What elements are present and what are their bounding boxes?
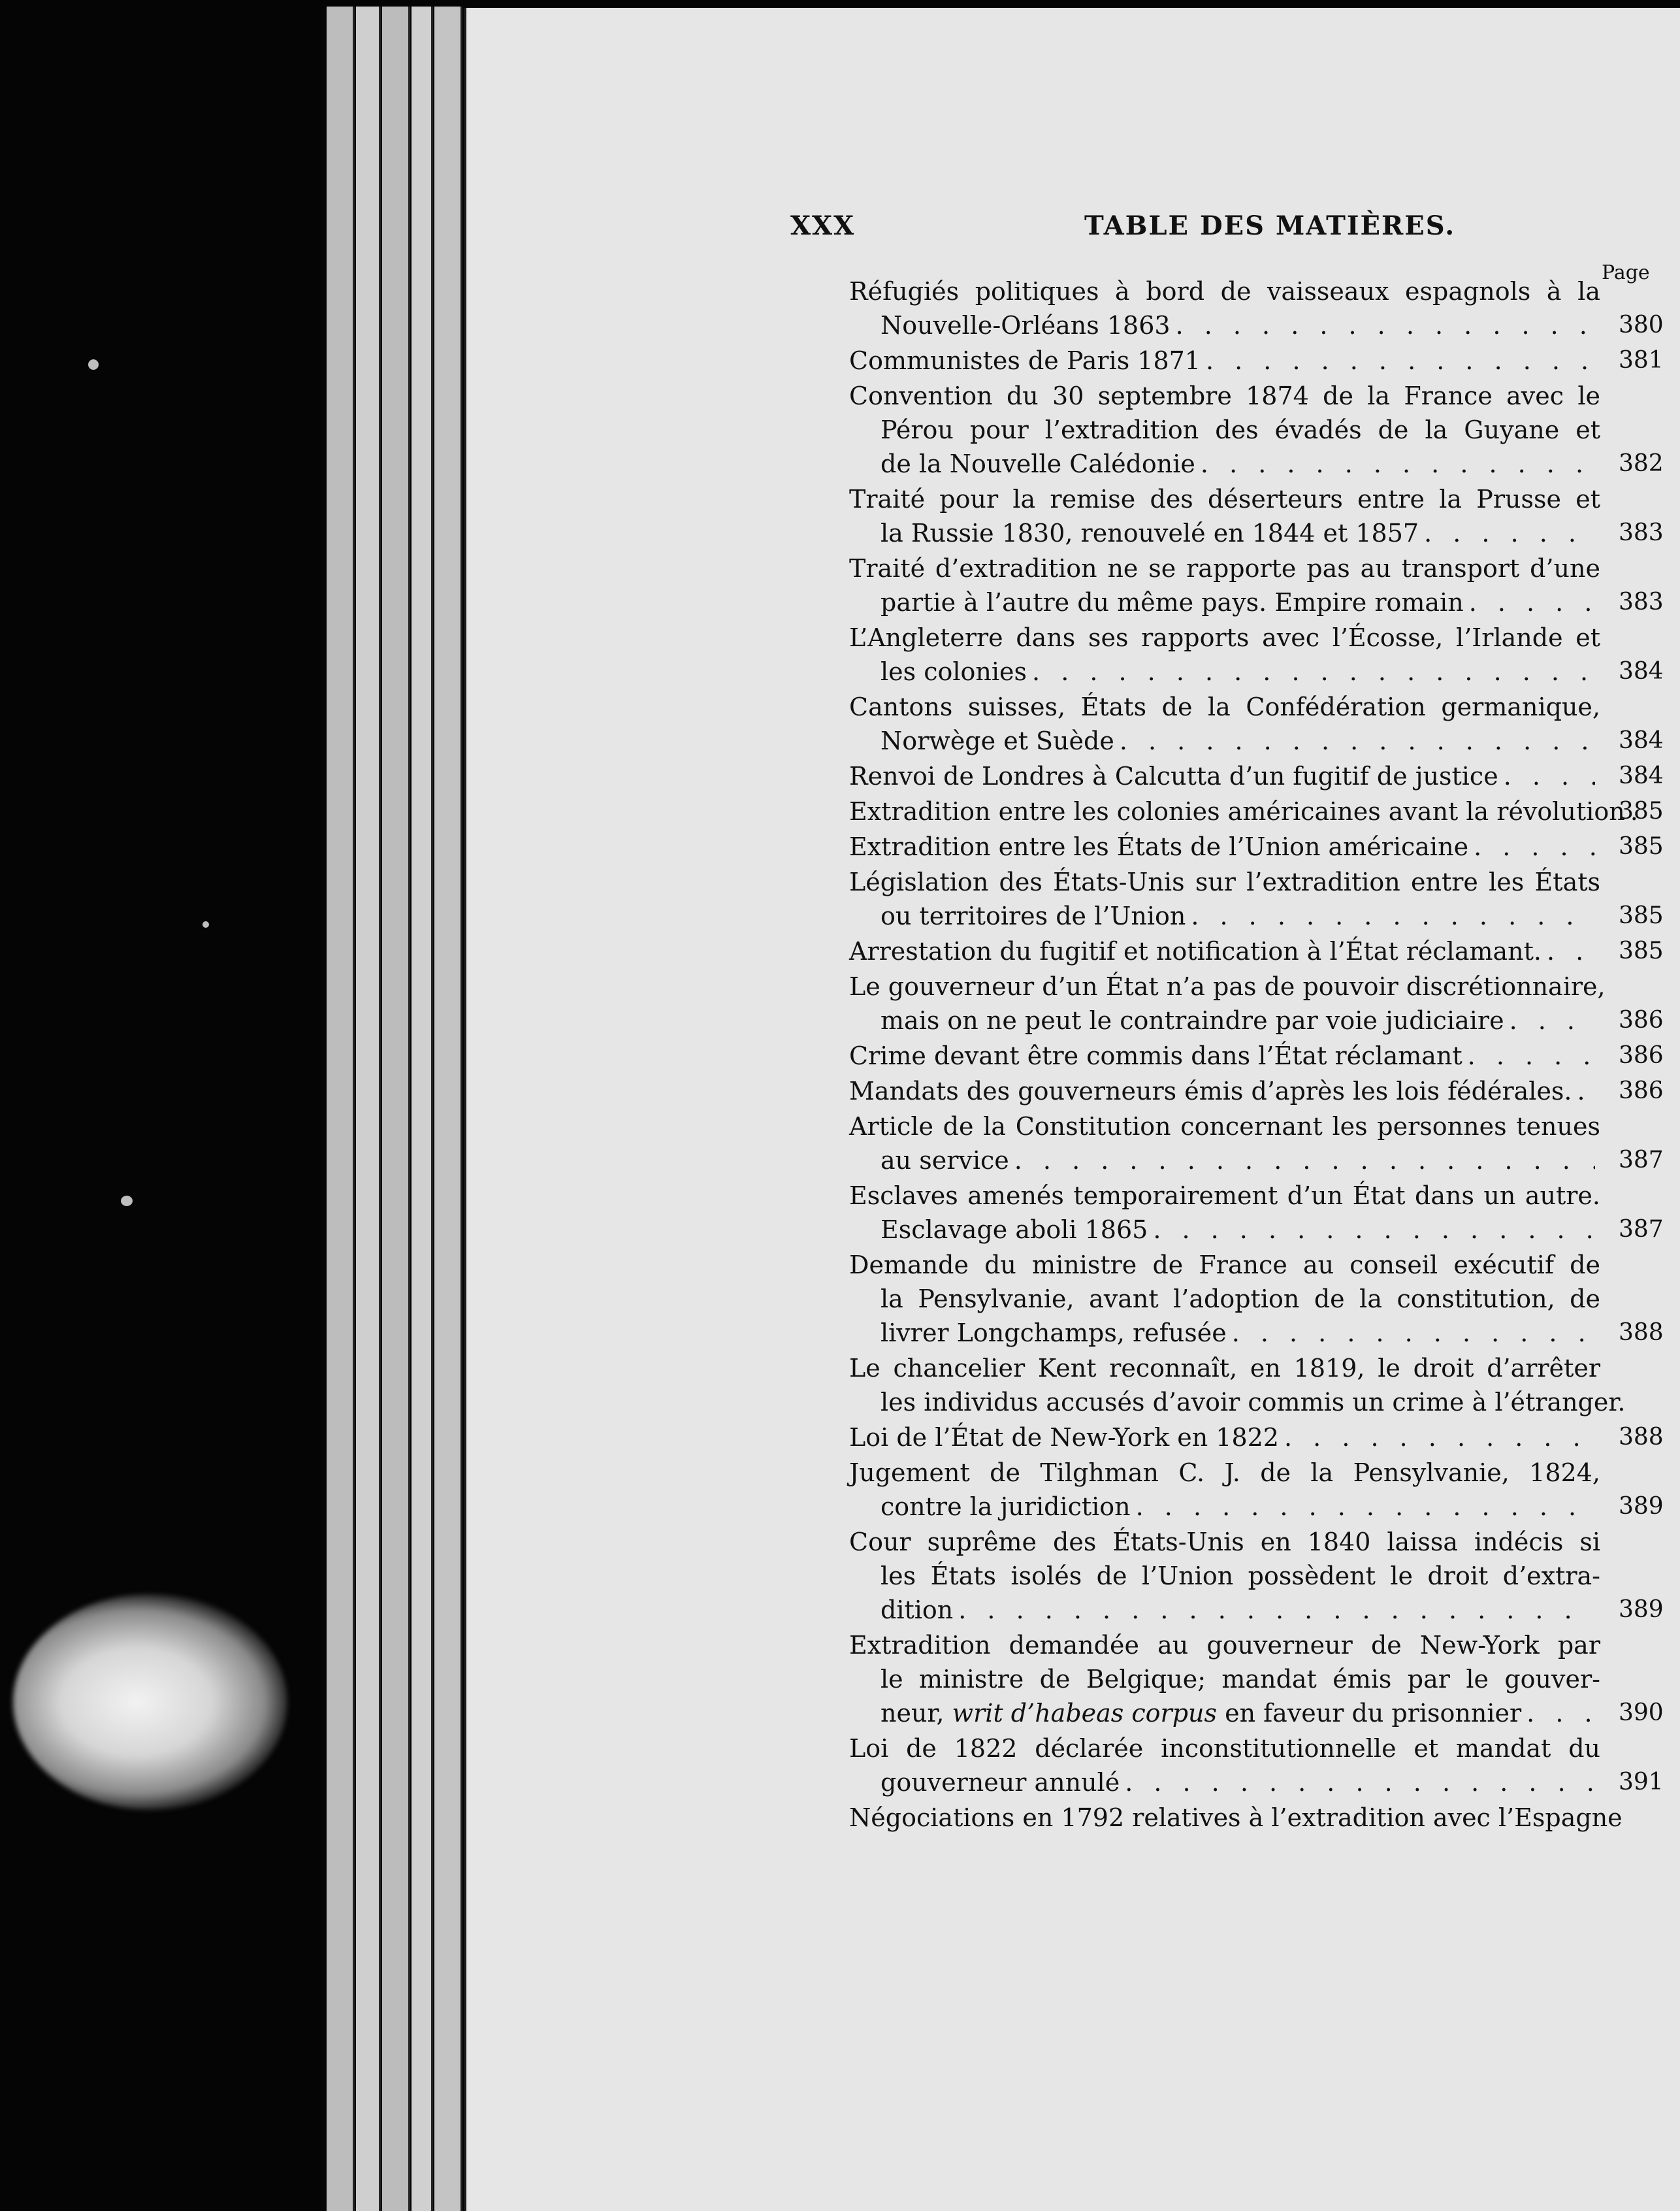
toc-page-number: 380 — [1619, 312, 1664, 338]
toc-entry-text: la Russie 1830, renouvelé en 1844 et 1857 — [880, 519, 1419, 548]
toc-entry-line — [849, 1004, 1600, 1038]
dot-leader — [1527, 1696, 1595, 1730]
toc-page-number: 388 — [1619, 1319, 1664, 1346]
toc-entry-text: dition — [880, 1596, 954, 1624]
toc-entry-text: au service — [880, 1146, 1009, 1175]
scan-speck — [202, 921, 209, 928]
toc-entry-line — [849, 516, 1600, 550]
toc-entry-text: les individus accusés d’avoir commis un crime à l’étranger. — [880, 1388, 1626, 1417]
toc-page-number: 385 — [1619, 833, 1664, 860]
dot-leader — [1153, 1213, 1595, 1247]
running-title: TABLE DES MATIÈRES. — [1084, 210, 1456, 241]
toc-entry — [849, 1351, 1626, 1419]
toc-entry — [849, 379, 1664, 481]
toc-entry-text: Le gouverneur d’un État n’a pas de pouvoir discrétionnaire, — [849, 972, 1606, 1001]
toc-entry — [849, 551, 1664, 619]
scan-speck — [121, 1196, 133, 1206]
toc-entry-text: Esclaves amenés temporairement d’un État dans un autre. — [849, 1181, 1600, 1210]
toc-entry-text: Le chancelier Kent reconnaît, en 1819, le droit d’arrêter — [849, 1354, 1600, 1383]
toc-entry — [849, 1731, 1664, 1799]
toc-entry-text: partie à l’autre du même pays. Empire romain — [880, 588, 1464, 617]
dot-leader — [1191, 899, 1595, 933]
toc-entry-line — [849, 1456, 1600, 1490]
toc-entry-text: Mandats des gouverneurs émis d’après les lois fédérales. — [849, 1077, 1572, 1106]
toc-entry-line — [849, 934, 1600, 968]
toc-entry-line — [849, 551, 1600, 585]
toc-entry-text: Extradition demandée au gouverneur de New-York par — [849, 1631, 1600, 1660]
toc-entry — [849, 830, 1664, 864]
toc-entry-text: Demande du ministre de France au conseil exécutif de — [849, 1251, 1600, 1279]
toc-entry-line — [849, 1109, 1600, 1143]
toc-entry-line — [849, 1248, 1600, 1282]
toc-entry-text: Cour suprême des États-Unis en 1840 laissa indécis si — [849, 1528, 1600, 1556]
toc-entry-text: Article de la Constitution concernant les personnes tenues — [849, 1112, 1600, 1141]
toc-entry-line — [849, 1282, 1600, 1316]
toc-entry-line — [849, 865, 1600, 899]
toc-entry-text: Arrestation du fugitif et notification à l’État réclamant. — [849, 937, 1542, 966]
toc-page-number: 384 — [1619, 658, 1664, 685]
table-of-contents — [849, 274, 1664, 1836]
toc-entry-line — [849, 724, 1600, 758]
toc-entry-line — [849, 1179, 1600, 1213]
toc-entry-text: gouverneur annulé — [880, 1768, 1120, 1797]
toc-entry-text: Renvoi de Londres à Calcutta d’un fugitif de justice — [849, 762, 1498, 791]
toc-page-number: 386 — [1619, 1042, 1664, 1069]
toc-entry-line — [849, 1385, 1626, 1419]
toc-entry — [849, 344, 1664, 378]
toc-entry-text: Cantons suisses, États de la Confédération germanique, — [849, 693, 1600, 721]
page-column-label: Page — [1602, 261, 1650, 284]
dot-leader — [1125, 1765, 1595, 1799]
toc-entry — [849, 621, 1664, 689]
toc-entry-text: Nouvelle-Orléans 1863 — [880, 311, 1171, 340]
toc-entry — [849, 1525, 1664, 1627]
toc-entry-text: livrer Longchamps, refusée — [880, 1318, 1227, 1347]
toc-entry-text: mais on ne peut le contraindre par voie judiciaire — [880, 1006, 1504, 1035]
toc-entry-line — [849, 970, 1606, 1004]
toc-entry-line — [849, 1765, 1600, 1799]
toc-page-number: 387 — [1619, 1147, 1664, 1173]
toc-entry-line — [849, 1801, 1623, 1835]
toc-entry-line — [849, 379, 1600, 413]
toc-entry-text: Loi de l’État de New-York en 1822 — [849, 1423, 1279, 1452]
page-edge — [327, 7, 355, 2211]
toc-entry-text: Esclavage aboli 1865 — [880, 1215, 1148, 1244]
toc-entry-line — [849, 1420, 1600, 1454]
dot-leader — [1468, 1039, 1595, 1073]
dot-leader — [1206, 344, 1595, 378]
toc-entry-text: le ministre de Belgique; mandat émis par le gouver- — [880, 1665, 1600, 1694]
dot-leader — [1232, 1316, 1595, 1350]
toc-entry-line — [849, 655, 1600, 689]
toc-entry-text: Traité d’extradition ne se rapporte pas au transport d’une — [849, 554, 1600, 583]
toc-entry-line — [849, 830, 1600, 864]
toc-entry — [849, 1628, 1664, 1730]
dot-leader — [1136, 1490, 1595, 1524]
toc-page-number: 389 — [1619, 1596, 1664, 1623]
page-edge — [356, 7, 381, 2211]
toc-page-number: 387 — [1619, 1216, 1664, 1243]
page-edge — [434, 7, 462, 2211]
toc-entry-text: de la Nouvelle Calédonie — [880, 450, 1195, 478]
toc-entry-text: Convention du 30 septembre 1874 de la France avec le — [849, 382, 1600, 410]
toc-entry-line — [849, 1593, 1600, 1627]
toc-entry-text: Législation des États-Unis sur l’extradition entre les États — [849, 868, 1600, 896]
italic-phrase: writ d’habeas corpus — [952, 1699, 1217, 1728]
toc-entry-text: Réfugiés politiques à bord de vaisseaux espagnols à la — [849, 277, 1600, 306]
toc-entry-line — [849, 274, 1600, 308]
dot-leader — [1510, 1004, 1595, 1038]
dot-leader — [958, 1593, 1595, 1627]
toc-page-number: 390 — [1619, 1699, 1664, 1726]
dot-leader — [1032, 655, 1595, 689]
toc-entry-text: Norwège et Suède — [880, 727, 1114, 755]
dot-leader — [1120, 724, 1595, 758]
toc-entry-text: neur, writ d’habeas corpus en faveur du prisonnier — [880, 1699, 1522, 1728]
toc-page-number: 385 — [1619, 902, 1664, 929]
toc-page-number: 381 — [1619, 347, 1664, 374]
dot-leader — [1504, 759, 1595, 793]
toc-entry-text: contre la juridiction — [880, 1492, 1131, 1521]
toc-entry — [849, 1109, 1664, 1177]
toc-page-number: 388 — [1619, 1424, 1664, 1450]
toc-entry-text: les États isolés de l’Union possèdent le droit d’extra- — [880, 1562, 1600, 1590]
page-header — [790, 210, 1680, 250]
toc-entry-line — [849, 1731, 1600, 1765]
toc-entry-line — [849, 1696, 1600, 1730]
toc-page-number: 386 — [1619, 1077, 1664, 1104]
toc-entry-line — [849, 1316, 1600, 1350]
toc-entry-text: Traité pour la remise des déserteurs entre la Prusse et — [849, 485, 1600, 514]
toc-page-number: 384 — [1619, 727, 1664, 754]
toc-entry — [849, 970, 1664, 1038]
toc-entry — [849, 759, 1664, 793]
toc-entry-line — [849, 759, 1600, 793]
toc-entry-line — [849, 1525, 1600, 1559]
page-edge — [412, 7, 433, 2211]
toc-entry-text: Pérou pour l’extradition des évadés de la Guyane et — [880, 416, 1600, 444]
toc-entry — [849, 934, 1664, 968]
toc-entry — [849, 865, 1664, 933]
toc-entry — [849, 1179, 1664, 1247]
toc-entry-text: Crime devant être commis dans l’État réclamant — [849, 1041, 1462, 1070]
toc-entry-text: les colonies — [880, 657, 1027, 686]
toc-entry-line — [849, 794, 1625, 828]
toc-entry-line — [849, 1559, 1600, 1593]
toc-entry — [849, 1420, 1664, 1454]
toc-entry-line — [849, 1213, 1600, 1247]
dot-leader — [1014, 1143, 1595, 1177]
toc-entry-line — [849, 447, 1600, 481]
toc-page-number: 382 — [1619, 450, 1664, 477]
toc-entry — [849, 482, 1664, 550]
toc-entry-line — [849, 1074, 1600, 1108]
toc-entry-line — [849, 1039, 1600, 1073]
toc-entry-text: la Pensylvanie, avant l’adoption de la constitution, de — [880, 1285, 1600, 1313]
page-edge — [382, 7, 410, 2211]
toc-page-number: 391 — [1619, 1769, 1664, 1795]
toc-entry-text: L’Angleterre dans ses rapports avec l’Écosse, l’Irlande et — [849, 623, 1600, 652]
toc-entry-text: Extradition entre les colonies américaines avant la révolution — [849, 797, 1625, 826]
toc-entry — [849, 1248, 1664, 1350]
dot-leader — [1577, 1074, 1595, 1108]
toc-entry-line — [849, 308, 1600, 342]
toc-entry-line — [849, 621, 1600, 655]
toc-page-number: 385 — [1619, 798, 1664, 825]
toc-entry — [849, 1074, 1664, 1108]
toc-entry-line — [849, 585, 1600, 619]
toc-entry — [849, 1456, 1664, 1524]
toc-entry-text: Communistes de Paris 1871 — [849, 346, 1201, 375]
scan-speck — [88, 359, 99, 370]
toc-page-number: 383 — [1619, 589, 1664, 615]
toc-entry-line — [849, 1351, 1600, 1385]
toc-entry — [849, 794, 1664, 828]
toc-page-number: 389 — [1619, 1493, 1664, 1520]
toc-entry — [849, 274, 1664, 342]
toc-entry-line — [849, 1490, 1600, 1524]
toc-page-number: 385 — [1619, 938, 1664, 964]
page-number-roman: XXX — [790, 210, 856, 241]
dot-leader — [1201, 447, 1595, 481]
dot-leader — [1469, 585, 1595, 619]
toc-entry — [849, 1801, 1623, 1835]
toc-entry-line — [849, 1143, 1600, 1177]
scan-smudge — [13, 1594, 287, 1810]
toc-entry-text: ou territoires de l’Union — [880, 902, 1186, 930]
dot-leader — [1474, 830, 1595, 864]
toc-entry-line — [849, 1662, 1600, 1696]
dot-leader — [1176, 308, 1595, 342]
toc-entry-line — [849, 899, 1600, 933]
dot-leader — [1547, 934, 1595, 968]
toc-entry-line — [849, 482, 1600, 516]
toc-entry-text: Loi de 1822 déclarée inconstitutionnelle et mandat du — [849, 1734, 1600, 1763]
toc-entry — [849, 1039, 1664, 1073]
toc-page-number: 383 — [1619, 519, 1664, 546]
toc-entry-text: Négociations en 1792 relatives à l’extradition avec l’Espagne — [849, 1803, 1623, 1832]
toc-page-number: 384 — [1619, 762, 1664, 789]
toc-entry-line — [849, 344, 1600, 378]
toc-entry-line — [849, 690, 1600, 724]
toc-entry-text: Extradition entre les États de l’Union américaine — [849, 832, 1469, 861]
toc-entry-text: Jugement de Tilghman C. J. de la Pensylvanie, 1824, — [849, 1458, 1600, 1487]
toc-entry-line — [849, 1628, 1600, 1662]
toc-page-number: 386 — [1619, 1007, 1664, 1034]
dot-leader — [1284, 1420, 1595, 1454]
toc-entry — [849, 690, 1664, 758]
toc-entry-line — [849, 413, 1600, 447]
dot-leader — [1424, 516, 1595, 550]
